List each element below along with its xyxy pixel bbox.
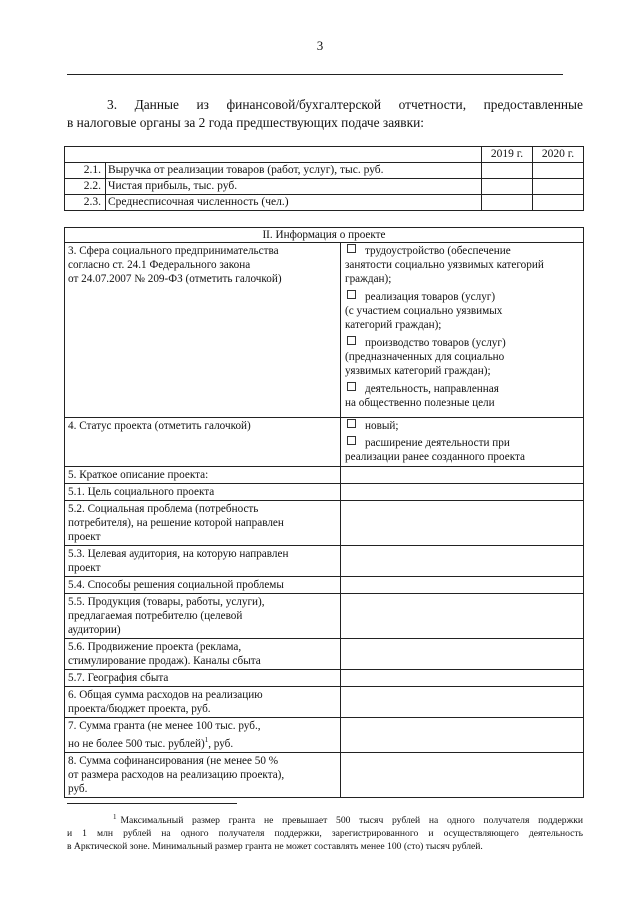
project-row-label xyxy=(65,670,341,687)
footnote-line-2: и 1 млн рублей на одного получателя поддержки, зарегистрированного и осуществляющего деятельность xyxy=(67,828,583,839)
financial-row-label: Чистая прибыль, тыс. руб. xyxy=(106,179,482,195)
row-label-line: проекта/бюджет проекта, руб. xyxy=(68,703,211,715)
project-row-value[interactable] xyxy=(341,577,584,594)
option-text: (с участием социально уязвимых xyxy=(345,305,503,317)
option-text: деятельность, направленная xyxy=(365,383,499,395)
project-row-value[interactable] xyxy=(341,484,584,501)
project-row-label xyxy=(65,687,341,718)
project-row-budget xyxy=(65,687,584,718)
row-label-line: предлагаемая потребителю (целевой xyxy=(68,610,243,622)
page-number: 3 xyxy=(316,38,324,53)
section-3-heading-line-2: в налоговые органы за 2 года предшествующих подаче заявки: xyxy=(67,115,425,130)
status-option-new[interactable] xyxy=(345,419,581,433)
financial-row-label: Выручка от реализации товаров (работ, услуг), тыс. руб. xyxy=(106,163,482,179)
footnote-mark: 1 xyxy=(113,813,117,821)
financial-row-number: 2.2. xyxy=(65,179,106,195)
row-label-line: 6. Общая сумма расходов на реализацию xyxy=(68,689,263,701)
sphere-label-line: 3. Сфера социального предпринимательства xyxy=(68,245,279,257)
sphere-option-production[interactable] xyxy=(345,336,581,378)
row-label-line: 5. Краткое описание проекта: xyxy=(68,469,209,481)
sphere-label-line: от 24.07.2007 № 209-ФЗ (отметить галочкой) xyxy=(68,273,282,285)
project-row-value[interactable] xyxy=(341,718,584,753)
project-row-promotion xyxy=(65,639,584,670)
option-text: занятости социально уязвимых категорий xyxy=(345,259,544,271)
project-row-label xyxy=(65,467,341,484)
row-label-line: проект xyxy=(68,531,101,543)
financial-row-label: Среднесписочная численность (чел.) xyxy=(106,195,482,211)
financial-value-2019[interactable] xyxy=(482,179,533,195)
checkbox[interactable] xyxy=(347,419,356,428)
row-label-line: 7. Сумма гранта (не менее 100 тыс. руб., xyxy=(68,720,261,732)
option-text: трудоустройство (обеспечение xyxy=(365,245,511,257)
project-row-label xyxy=(65,501,341,546)
project-row-value[interactable] xyxy=(341,639,584,670)
option-text: категорий граждан); xyxy=(345,319,442,331)
footnote-rule xyxy=(67,803,237,804)
row-label-line: аудитории) xyxy=(68,624,121,636)
project-row-value[interactable] xyxy=(341,594,584,639)
project-row-value[interactable] xyxy=(341,753,584,798)
row-label-line: но не более 500 тыс. рублей) xyxy=(68,738,205,750)
row-label-line: 5.5. Продукция (товары, работы, услуги), xyxy=(68,596,265,608)
sphere-label-line: согласно ст. 24.1 Федерального закона xyxy=(68,259,251,271)
financial-row-number: 2.1. xyxy=(65,163,106,179)
row-label-line: , руб. xyxy=(208,738,234,750)
option-text: реализация товаров (услуг) xyxy=(365,291,496,303)
project-row-grant-amount xyxy=(65,718,584,753)
financial-value-2020[interactable] xyxy=(533,163,584,179)
project-row-target-audience xyxy=(65,546,584,577)
project-row-solutions xyxy=(65,577,584,594)
project-row-value[interactable] xyxy=(341,501,584,546)
sphere-label xyxy=(65,243,341,418)
option-text: на общественно полезные цели xyxy=(345,397,495,409)
financial-value-2019[interactable] xyxy=(482,163,533,179)
checkbox[interactable] xyxy=(347,290,356,299)
project-row-value[interactable] xyxy=(341,687,584,718)
footnote-line-1 xyxy=(67,811,583,827)
row-label-line: потребителя), на решение которой направлен xyxy=(68,517,284,529)
financial-header-blank xyxy=(65,147,482,163)
checkbox[interactable] xyxy=(347,382,356,391)
row-label-line: 8. Сумма софинансирования (не менее 50 % xyxy=(68,755,279,767)
option-text: расширение деятельности при xyxy=(365,437,510,449)
sphere-row xyxy=(65,243,584,418)
row-label-line: стимулирование продаж). Каналы сбыта xyxy=(68,655,261,667)
option-text: реализации ранее созданного проекта xyxy=(345,451,526,463)
row-label-line: 5.7. География сбыта xyxy=(68,672,169,684)
row-label-line: от размера расходов на реализацию проекта), xyxy=(68,769,285,781)
row-label-line: проект xyxy=(68,562,101,574)
sphere-options xyxy=(341,243,584,418)
financial-row-net-profit xyxy=(65,179,584,195)
footnote-text: Максимальный размер гранта не превышает 500 тысяч рублей на одного получателя поддержки xyxy=(120,815,583,826)
row-label-line: 5.3. Целевая аудитория, на которую направлен xyxy=(68,548,289,560)
financial-row-number: 2.3. xyxy=(65,195,106,211)
project-row-cofinancing xyxy=(65,753,584,798)
project-row-value[interactable] xyxy=(341,670,584,687)
checkbox[interactable] xyxy=(347,336,356,345)
footnote-reference: 1 xyxy=(204,736,209,744)
project-row-goal xyxy=(65,484,584,501)
project-table-title-row xyxy=(65,228,584,243)
project-row-value[interactable] xyxy=(341,546,584,577)
project-info-table xyxy=(64,227,584,798)
status-row xyxy=(65,418,584,467)
project-row-products xyxy=(65,594,584,639)
section-3-heading xyxy=(67,96,583,132)
project-row-social-problem xyxy=(65,501,584,546)
year-header-2020: 2020 г. xyxy=(533,147,584,163)
financial-row-headcount xyxy=(65,195,584,211)
project-row-label xyxy=(65,594,341,639)
row-label-line: 5.1. Цель социального проекта xyxy=(68,486,215,498)
financial-row-revenue xyxy=(65,163,584,179)
row-label-line: 5.6. Продвижение проекта (реклама, xyxy=(68,641,242,653)
financial-value-2019[interactable] xyxy=(482,195,533,211)
status-option-expansion[interactable] xyxy=(345,436,581,464)
project-row-label xyxy=(65,546,341,577)
option-text: новый; xyxy=(365,420,399,432)
financial-table-header-row xyxy=(65,147,584,163)
footnote xyxy=(67,811,583,853)
project-row-label xyxy=(65,577,341,594)
project-row-label xyxy=(65,753,341,798)
status-label: 4. Статус проекта (отметить галочкой) xyxy=(65,418,341,467)
row-label-line: 5.2. Социальная проблема (потребность xyxy=(68,503,259,515)
row-label-line: руб. xyxy=(68,783,88,795)
sphere-option-employment[interactable] xyxy=(345,244,581,286)
sphere-option-sales[interactable] xyxy=(345,290,581,332)
project-row-description xyxy=(65,467,584,484)
checkbox[interactable] xyxy=(347,436,356,445)
status-options xyxy=(341,418,584,467)
project-row-label xyxy=(65,718,341,753)
financial-table xyxy=(64,146,584,211)
project-row-label xyxy=(65,639,341,670)
sphere-option-public-benefit[interactable] xyxy=(345,382,581,410)
section-3-heading-line-1: 3. Данные из финансовой/бухгалтерской отчетности, предоставленные xyxy=(107,97,583,112)
option-text: производство товаров (услуг) xyxy=(365,337,506,349)
checkbox[interactable] xyxy=(347,244,356,253)
year-header-2019: 2019 г. xyxy=(482,147,533,163)
financial-value-2020[interactable] xyxy=(533,179,584,195)
financial-value-2020[interactable] xyxy=(533,195,584,211)
project-table-title: II. Информация о проекте xyxy=(65,228,584,243)
project-row-label xyxy=(65,484,341,501)
footnote-line-3: в Арктической зоне. Минимальный размер гранта не может составлять менее 100 (сто) тысяч рублей. xyxy=(67,841,483,852)
project-row-geography xyxy=(65,670,584,687)
row-label-line: 5.4. Способы решения социальной проблемы xyxy=(68,579,284,591)
header-rule xyxy=(67,74,563,75)
project-row-value[interactable] xyxy=(341,467,584,484)
option-text: (предназначенных для социально xyxy=(345,351,505,363)
option-text: граждан); xyxy=(345,273,392,285)
option-text: уязвимых категорий граждан); xyxy=(345,365,491,377)
